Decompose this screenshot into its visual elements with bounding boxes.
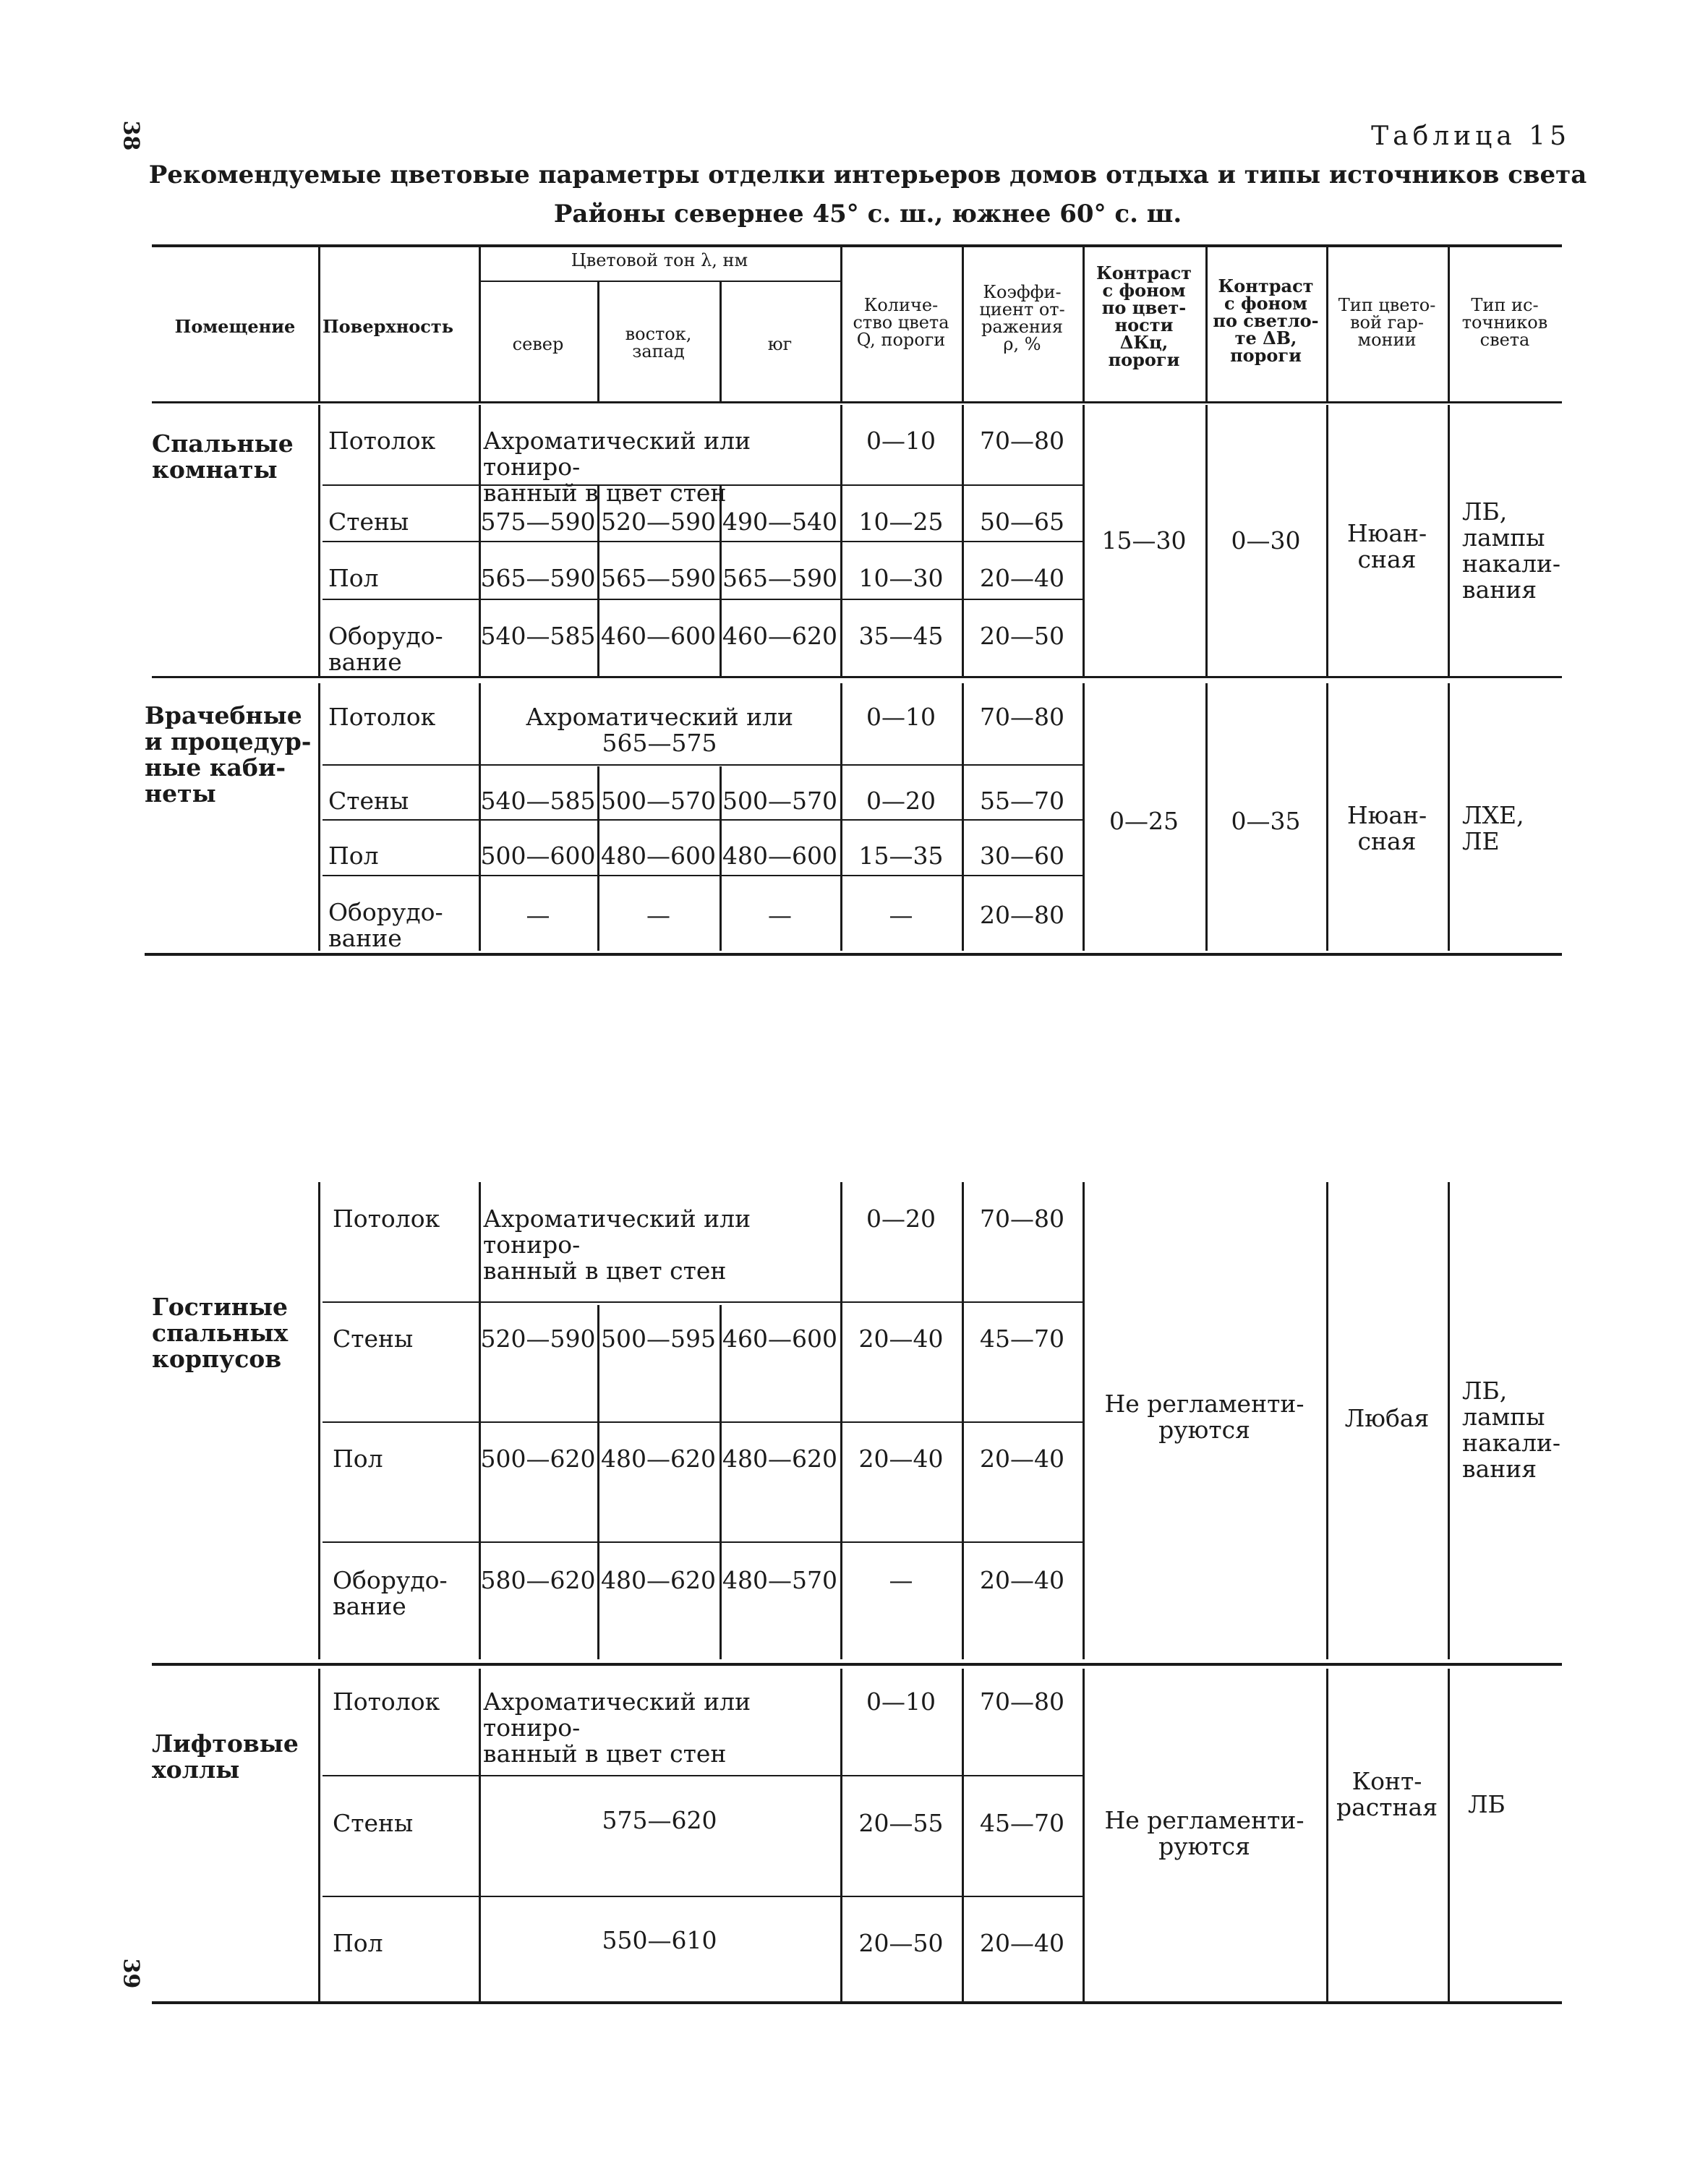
- g3-r1-q: 0—20: [866, 1205, 936, 1233]
- g1-contrast-color: 15—30: [1101, 526, 1187, 555]
- g2-r3-east-west: 480—600: [601, 842, 716, 870]
- g1-r3-east-west: 565—590: [601, 564, 716, 592]
- g4-r3-surface: Пол: [333, 1929, 383, 1957]
- g1-room: Спальные комнаты: [152, 429, 294, 484]
- g1-r4-surface: Оборудо- вание: [328, 622, 443, 676]
- g1-contrast-light: 0—30: [1231, 526, 1301, 555]
- g3-r2-q: 20—40: [858, 1325, 944, 1353]
- header-harmony: Тип цвето- вой гар- монии: [1338, 295, 1436, 350]
- g1-r4-north: 540—585: [480, 622, 596, 650]
- g1-r1-rho: 70—80: [980, 427, 1064, 455]
- g2-r4-q: —: [889, 901, 913, 929]
- g2-r2-surface: Стены: [328, 787, 409, 815]
- g1-r2-south: 490—540: [722, 508, 837, 536]
- header-hue-group: Цветовой тон λ, нм: [571, 250, 748, 270]
- g1-r4-rho: 20—50: [980, 622, 1064, 650]
- header-reflect: Коэффи- циент от- ражения ρ, %: [979, 282, 1065, 354]
- g2-r3-north: 500—600: [480, 842, 596, 870]
- g3-r1-surface: Потолок: [333, 1205, 440, 1233]
- g1-r2-east-west: 520—590: [601, 508, 716, 536]
- g2-r2-south: 500—570: [722, 787, 837, 815]
- g1-r2-rho: 50—65: [980, 508, 1064, 536]
- g4-r1-surface: Потолок: [333, 1687, 440, 1716]
- g3-r3-surface: Пол: [333, 1445, 383, 1473]
- g3-r2-south: 460—600: [722, 1325, 837, 1353]
- g2-r1-hue: Ахроматический или 565—575: [525, 703, 794, 757]
- g2-contrast-light: 0—35: [1231, 807, 1301, 835]
- g1-r4-east-west: 460—600: [601, 622, 716, 650]
- page-number-top: 38: [118, 120, 144, 151]
- g2-room: Врачебные и процедур- ные каби- неты: [145, 701, 312, 808]
- g2-contrast-color: 0—25: [1109, 807, 1179, 835]
- g1-r3-south: 565—590: [722, 564, 837, 592]
- g1-r4-q: 35—45: [858, 622, 944, 650]
- g4-r1-q: 0—10: [866, 1687, 936, 1716]
- g4-r3-q: 20—50: [858, 1929, 944, 1957]
- g4-r1-rho: 70—80: [980, 1687, 1064, 1716]
- g2-r2-rho: 55—70: [980, 787, 1064, 815]
- g4-harmony: Конт- растная: [1336, 1767, 1438, 1821]
- g4-r1-hue: Ахроматический или тониро- ванный в цвет стен: [483, 1687, 751, 1768]
- g2-r2-east-west: 500—570: [601, 787, 716, 815]
- header-surface: Поверхность: [323, 316, 454, 337]
- g3-contrast: Не регламенти- руются: [1104, 1390, 1305, 1444]
- g2-harmony: Нюан- сная: [1346, 801, 1427, 855]
- g3-r4-east-west: 480—620: [601, 1566, 716, 1594]
- g2-r1-q: 0—10: [866, 703, 936, 731]
- g1-r3-rho: 20—40: [980, 564, 1064, 592]
- g2-r1-surface: Потолок: [328, 703, 436, 731]
- g4-r2-q: 20—55: [858, 1809, 944, 1837]
- header-bottom-rule: [152, 401, 1562, 403]
- g1-r2-q: 10—25: [858, 508, 944, 536]
- g4-r2-surface: Стены: [333, 1809, 414, 1837]
- header-north: север: [512, 334, 564, 354]
- g1-r2-surface: Стены: [328, 508, 409, 536]
- g3-r2-rho: 45—70: [980, 1325, 1064, 1353]
- g2-r1-rho: 70—80: [980, 703, 1064, 731]
- page-number-bottom: 39: [118, 1958, 144, 1989]
- g3-r4-surface: Оборудо- вание: [333, 1566, 448, 1620]
- header-source: Тип ис- точников света: [1461, 295, 1548, 350]
- g4-r3-rho: 20—40: [980, 1929, 1064, 1957]
- g2-r4-east-west: —: [646, 901, 670, 929]
- g3-bottom-rule: [152, 1663, 1562, 1666]
- header-room: Помещение: [174, 316, 296, 337]
- header-south: юг: [767, 334, 793, 354]
- header-count: Количе- ство цвета Q, пороги: [853, 295, 949, 350]
- table-label: Таблица 15: [1371, 121, 1571, 151]
- header-east-west: восток, запад: [625, 324, 692, 362]
- g3-room: Гостиные спальных корпусов: [152, 1293, 289, 1373]
- g3-source: ЛБ, лампы накали- вания: [1462, 1377, 1561, 1483]
- g1-r3-surface: Пол: [328, 564, 379, 592]
- g4-room: Лифтовые холлы: [152, 1729, 299, 1784]
- g3-r3-rho: 20—40: [980, 1445, 1064, 1473]
- g1-r2-north: 575—590: [480, 508, 596, 536]
- g3-r4-south: 480—570: [722, 1566, 837, 1594]
- g1-bottom-rule: [152, 676, 1562, 678]
- g3-r3-east-west: 480—620: [601, 1445, 716, 1473]
- g4-contrast: Не регламенти- руются: [1104, 1806, 1305, 1860]
- g3-r4-north: 580—620: [480, 1566, 596, 1594]
- g2-r3-rho: 30—60: [980, 842, 1064, 870]
- table-subtitle: Районы севернее 45° с. ш., южнее 60° с. ш.: [553, 200, 1182, 228]
- g1-r1-q: 0—10: [866, 427, 936, 455]
- g1-harmony: Нюан- сная: [1346, 519, 1427, 573]
- g3-r4-q: —: [889, 1566, 913, 1594]
- g4-source: ЛБ: [1468, 1790, 1506, 1818]
- g2-r4-north: —: [526, 901, 550, 929]
- g3-r2-surface: Стены: [333, 1325, 414, 1353]
- g4-r2-hue: 575—620: [602, 1806, 717, 1834]
- g1-source: ЛБ, лампы накали- вания: [1462, 497, 1561, 604]
- hue-group-rule: [479, 281, 840, 282]
- g1-r3-north: 565—590: [480, 564, 596, 592]
- g3-harmony: Любая: [1344, 1404, 1430, 1432]
- g1-r1-hue: Ахроматический или тониро- ванный в цвет стен: [483, 427, 751, 507]
- g2-r4-south: —: [768, 901, 792, 929]
- g3-r4-rho: 20—40: [980, 1566, 1064, 1594]
- g2-r3-surface: Пол: [328, 842, 379, 870]
- g3-r3-q: 20—40: [858, 1445, 944, 1473]
- g3-r3-north: 500—620: [480, 1445, 596, 1473]
- g2-r3-south: 480—600: [722, 842, 837, 870]
- header-top-rule: [152, 244, 1562, 247]
- header-contrast-light: Контраст с фоном по светло- те ΔB, пороги: [1213, 275, 1319, 366]
- g4-r2-rho: 45—70: [980, 1809, 1064, 1837]
- g3-r1-hue: Ахроматический или тониро- ванный в цвет стен: [483, 1205, 751, 1285]
- g2-r2-north: 540—585: [480, 787, 596, 815]
- g1-r4-south: 460—620: [722, 622, 837, 650]
- g3-r2-east-west: 500—595: [601, 1325, 716, 1353]
- g3-r1-rho: 70—80: [980, 1205, 1064, 1233]
- g4-r3-hue: 550—610: [602, 1926, 717, 1954]
- g1-r3-q: 10—30: [858, 564, 944, 592]
- g2-source: ЛХЕ, ЛЕ: [1462, 801, 1524, 855]
- g3-r3-south: 480—620: [722, 1445, 837, 1473]
- g3-r2-north: 520—590: [480, 1325, 596, 1353]
- header-contrast-color: Контраст с фоном по цвет- ности ΔКц, пороги: [1096, 262, 1192, 370]
- table-bottom-rule: [152, 2001, 1562, 2004]
- g2-bottom-rule: [145, 953, 1562, 956]
- g2-r2-q: 0—20: [866, 787, 936, 815]
- g2-r4-rho: 20—80: [980, 901, 1064, 929]
- g2-r4-surface: Оборудо- вание: [328, 898, 443, 952]
- table-title: Рекомендуемые цветовые параметры отделки интерьеров домов отдыха и типы источников света: [148, 161, 1587, 189]
- g1-r1-surface: Потолок: [328, 427, 436, 455]
- g2-r3-q: 15—35: [858, 842, 944, 870]
